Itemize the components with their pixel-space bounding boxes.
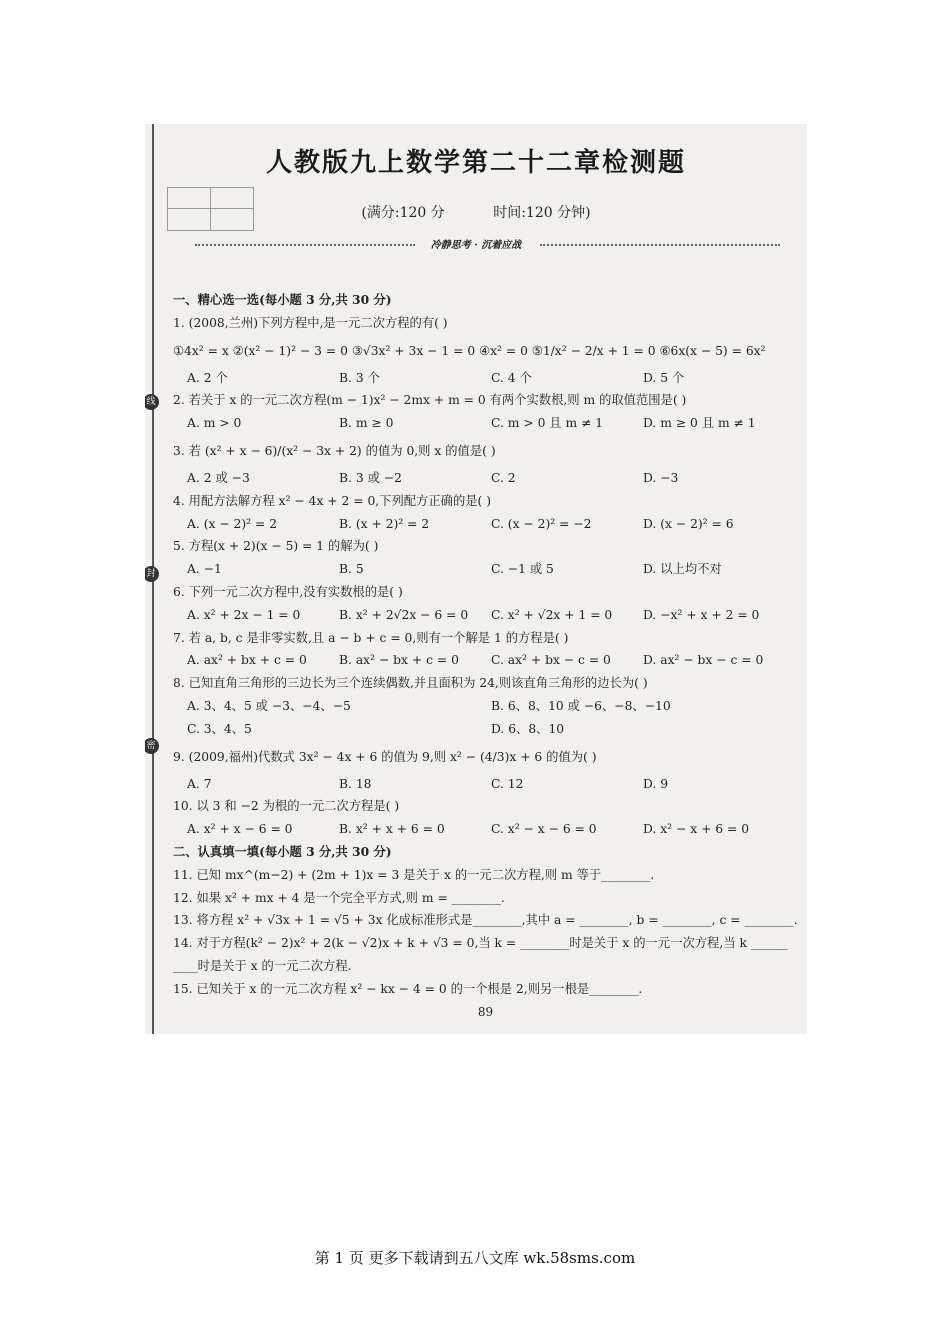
q6-option-d: D. −x² + x + 2 = 0 [643, 607, 760, 622]
q10-option-d: D. x² − x + 6 = 0 [643, 822, 750, 837]
q4-option-c: C. (x − 2)² = −2 [491, 516, 592, 531]
q14-line-1: 14. 对于方程(k² − 2)x² + 2(k − √2)x + k + √3 = 0,当 k = ________时是关于 x 的一元一次方程,当 k ______ [173, 936, 788, 951]
section-2-heading: 二、认真填一填(每小题 3 分,共 30 分) [173, 843, 392, 859]
q2-options [173, 412, 798, 435]
q3-option-a: A. 2 或 −3 [187, 470, 250, 485]
q11: 11. 已知 mx^(m−2) + (2m + 1)x = 3 是关于 x 的一元二次方程,则 m 等于________. [173, 867, 655, 882]
q8-option-c: C. 3、4、5 [187, 721, 252, 736]
q8-option-a: A. 3、4、5 或 −3、−4、−5 [187, 698, 351, 713]
binding-mark-3: 密 [145, 738, 159, 754]
q10-option-a: A. x² + x − 6 = 0 [187, 822, 293, 837]
q5-option-d: D. 以上均不对 [643, 562, 722, 577]
q8-option-d: D. 6、8、10 [491, 721, 565, 736]
q10-options [173, 818, 798, 841]
q9-option-b: B. 18 [339, 776, 372, 791]
q10-option-b: B. x² + x + 6 = 0 [339, 822, 445, 837]
q1-option-a: A. 2 个 [187, 370, 228, 385]
q3-option-d: D. −3 [643, 470, 679, 485]
q8-option-b: B. 6、8、10 或 −6、−8、−10 [491, 698, 671, 713]
q7-stem: 7. 若 a, b, c 是非零实数,且 a − b + c = 0,则有一个解是 1 的方程是( ) [173, 630, 569, 645]
q1-stem: 1. (2008,兰州)下列方程中,是一元二次方程的有( ) [173, 315, 448, 330]
q3-option-b: B. 3 或 −2 [339, 470, 402, 485]
q4-option-b: B. (x + 2)² = 2 [339, 516, 430, 531]
q9-option-c: C. 12 [491, 776, 524, 791]
q13: 13. 将方程 x² + √3x + 1 = √5 + 3x 化成标准形式是________,其中 a = ________, b = ________, c = ________. [173, 913, 798, 928]
q1-equations: ①4x² = x ②(x² − 1)² − 3 = 0 ③√3x² + 3x − 1 = 0 ④x² = 0 ⑤1/x² − 2/x + 1 = 0 ⑥6x(x − 5) = 6x² [173, 343, 766, 358]
q2-option-c: C. m > 0 且 m ≠ 1 [491, 416, 604, 431]
q1-option-c: C. 4 个 [491, 370, 532, 385]
q9-stem: 9. (2009,福州)代数式 3x² − 4x + 6 的值为 9,则 x² − (4/3)x + 6 的值为( ) [173, 749, 597, 764]
q4-option-a: A. (x − 2)² = 2 [187, 516, 278, 531]
q3-option-c: C. 2 [491, 470, 516, 485]
q1-option-b: B. 3 个 [339, 370, 380, 385]
q9-option-d: D. 9 [643, 776, 669, 791]
q4-options [173, 513, 798, 536]
q2-option-d: D. m ≥ 0 且 m ≠ 1 [643, 416, 756, 431]
q4-stem: 4. 用配方法解方程 x² − 4x + 2 = 0,下列配方正确的是( ) [173, 493, 492, 508]
q10-stem: 10. 以 3 和 −2 为根的一元二次方程是( ) [173, 799, 400, 814]
section-1-heading: 一、精心选一选(每小题 3 分,共 30 分) [173, 292, 392, 307]
q6-option-b: B. x² + 2√2x − 6 = 0 [339, 607, 469, 622]
q6-option-c: C. x² + √2x + 1 = 0 [491, 607, 613, 622]
full-score: (满分:120 分 [361, 205, 445, 221]
binding-mark-2: 封 [145, 566, 159, 582]
q7-option-a: A. ax² + bx + c = 0 [187, 653, 307, 668]
q8-options-ab [173, 695, 798, 718]
q7-option-d: D. ax² − bx − c = 0 [643, 653, 764, 668]
q9-options [173, 773, 798, 796]
q3-options [173, 467, 798, 490]
footer-note: 第 1 页 更多下载请到五八文库 wk.58sms.com [314, 1249, 636, 1267]
q6-option-a: A. x² + 2x − 1 = 0 [187, 607, 301, 622]
q8-stem: 8. 已知直角三角形的三边长为三个连续偶数,并且面积为 24,则该直角三角形的边长为( ) [173, 676, 648, 691]
q5-stem: 5. 方程(x + 2)(x − 5) = 1 的解为( ) [173, 539, 379, 554]
q6-stem: 6. 下列一元二次方程中,没有实数根的是( ) [173, 584, 403, 599]
q2-option-a: A. m > 0 [187, 416, 242, 431]
q9-option-a: A. 7 [187, 776, 212, 791]
q12: 12. 如果 x² + mx + 4 是一个完全平方式,则 m = ________. [173, 890, 505, 905]
questions [173, 289, 798, 1023]
q14-line-2: ____时是关于 x 的一元二次方程. [173, 958, 352, 973]
binding-mark-1: 线 [145, 394, 159, 410]
q1-options [173, 367, 798, 390]
q5-option-a: A. −1 [187, 562, 222, 577]
q5-options [173, 558, 798, 581]
q3-stem: 3. 若 (x² + x − 6)/(x² − 3x + 2) 的值为 0,则 x 的值是( ) [173, 443, 496, 458]
exam-info [145, 202, 807, 222]
q15: 15. 已知关于 x 的一元二次方程 x² − kx − 4 = 0 的一个根是 2,则另一根是________. [173, 981, 643, 996]
scanned-page [145, 124, 807, 1034]
q7-options [173, 649, 798, 672]
q7-option-b: B. ax² − bx + c = 0 [339, 653, 459, 668]
motto: 冷静思考 · 沉着应战 [145, 236, 807, 251]
q5-option-b: B. 5 [339, 562, 364, 577]
q10-option-c: C. x² − x − 6 = 0 [491, 822, 597, 837]
q2-option-b: B. m ≥ 0 [339, 416, 394, 431]
q7-option-c: C. ax² + bx − c = 0 [491, 653, 611, 668]
page-number: 89 [477, 1004, 494, 1019]
q5-option-c: C. −1 或 5 [491, 562, 554, 577]
q4-option-d: D. (x − 2)² = 6 [643, 516, 734, 531]
q2-stem: 2. 若关于 x 的一元二次方程(m − 1)x² − 2mx + m = 0 有两个实数根,则 m 的取值范围是( ) [173, 393, 687, 408]
q8-options-cd [173, 718, 798, 741]
time-limit: 时间:120 分钟) [493, 205, 591, 221]
q1-option-d: D. 5 个 [643, 370, 685, 385]
page-title: 人教版九上数学第二十二章检测题 [265, 148, 686, 178]
q6-options [173, 604, 798, 627]
